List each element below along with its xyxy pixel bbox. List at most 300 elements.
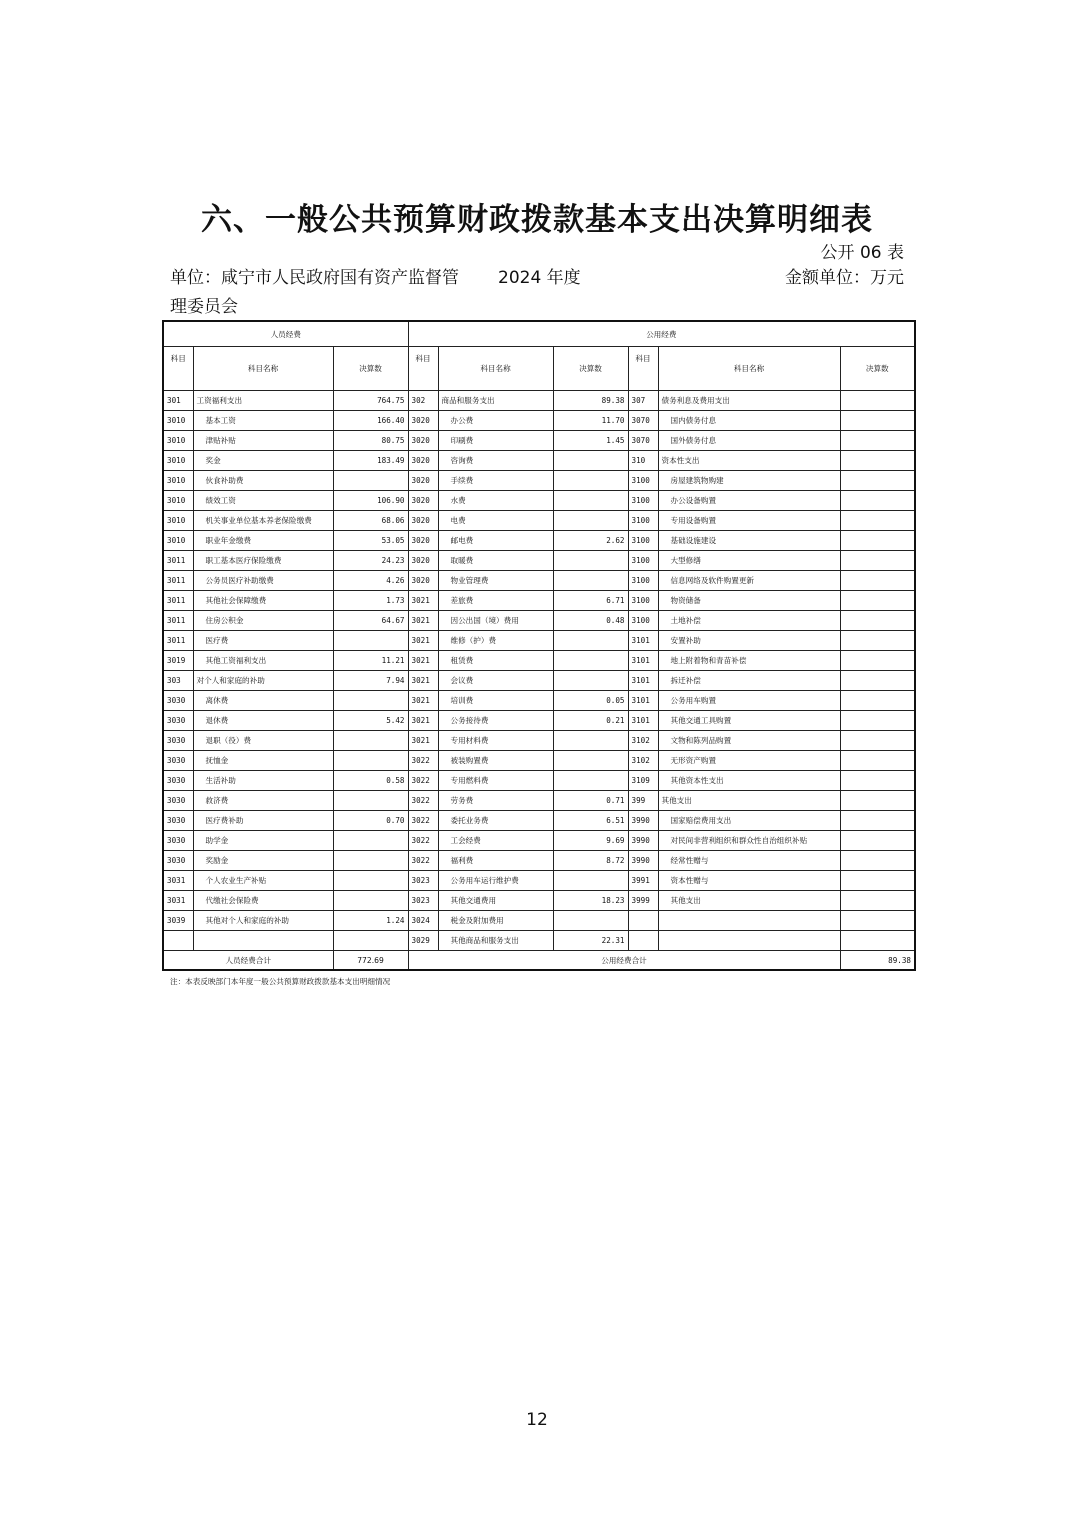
cell-name: 委托业务费	[438, 811, 553, 831]
cell-code: 3101	[628, 671, 658, 691]
cell-code: 3011	[163, 591, 193, 611]
cell-name: 机关事业单位基本养老保险缴费	[193, 511, 333, 531]
cell-code: 399	[628, 791, 658, 811]
cell-name: 退休费	[193, 711, 333, 731]
cell-name: 住房公积金	[193, 611, 333, 631]
cell-code: 3020	[408, 511, 438, 531]
cell-amount	[333, 891, 408, 911]
fiscal-year: 2024 年度	[498, 268, 581, 288]
cell-amount	[840, 591, 915, 611]
cell-name: 工资福利支出	[193, 391, 333, 411]
cell-amount	[333, 851, 408, 871]
cell-code: 3010	[163, 431, 193, 451]
cell-name: 对民间非营利组织和群众性自治组织补贴	[658, 831, 840, 851]
total-public-value: 89.38	[840, 951, 915, 971]
cell-name: 其他交通费用	[438, 891, 553, 911]
cell-amount: 9.69	[553, 831, 628, 851]
cell-amount	[840, 531, 915, 551]
cell-name: 国家赔偿费用支出	[658, 811, 840, 831]
cell-code: 3011	[163, 571, 193, 591]
cell-name: 劳务费	[438, 791, 553, 811]
cell-amount	[840, 711, 915, 731]
cell-name: 邮电费	[438, 531, 553, 551]
cell-name: 手续费	[438, 471, 553, 491]
cell-amount	[840, 751, 915, 771]
cell-amount: 11.70	[553, 411, 628, 431]
cell-code: 3010	[163, 471, 193, 491]
cell-name: 其他支出	[658, 891, 840, 911]
cell-amount	[553, 631, 628, 651]
cell-code: 3020	[408, 471, 438, 491]
cell-name: 债务利息及费用支出	[658, 391, 840, 411]
cell-code: 3102	[628, 731, 658, 751]
cell-code: 3020	[408, 451, 438, 471]
cell-code: 3023	[408, 871, 438, 891]
cell-code: 3039	[163, 911, 193, 931]
cell-name: 其他对个人和家庭的补助	[193, 911, 333, 931]
cell-code: 3011	[163, 551, 193, 571]
cell-amount: 0.71	[553, 791, 628, 811]
cell-name: 商品和服务支出	[438, 391, 553, 411]
cell-amount	[553, 731, 628, 751]
cell-name: 奖金	[193, 451, 333, 471]
cell-amount: 22.31	[553, 931, 628, 951]
cell-amount	[333, 631, 408, 651]
cell-name: 无形资产购置	[658, 751, 840, 771]
cell-name: 基本工资	[193, 411, 333, 431]
cell-amount	[840, 771, 915, 791]
cell-name: 医疗费	[193, 631, 333, 651]
cell-name: 公务员医疗补助缴费	[193, 571, 333, 591]
page-number: 12	[526, 1410, 548, 1430]
cell-amount	[840, 471, 915, 491]
cell-code: 3100	[628, 611, 658, 631]
cell-code: 3029	[408, 931, 438, 951]
cell-name: 经常性赠与	[658, 851, 840, 871]
cell-name: 文物和陈列品购置	[658, 731, 840, 751]
cell-code: 3030	[163, 751, 193, 771]
cell-name: 医疗费补助	[193, 811, 333, 831]
cell-name: 其他交通工具购置	[658, 711, 840, 731]
cell-name: 职业年金缴费	[193, 531, 333, 551]
cell-name: 生活补助	[193, 771, 333, 791]
cell-amount	[840, 551, 915, 571]
cell-code: 3999	[628, 891, 658, 911]
cell-code: 3021	[408, 611, 438, 631]
cell-name: 维修（护）费	[438, 631, 553, 651]
cell-code: 3991	[628, 871, 658, 891]
cell-amount: 0.48	[553, 611, 628, 631]
cell-code: 3022	[408, 851, 438, 871]
cell-code: 310	[628, 451, 658, 471]
cell-amount	[840, 691, 915, 711]
cell-amount: 7.94	[333, 671, 408, 691]
cell-code: 3024	[408, 911, 438, 931]
cell-amount	[553, 671, 628, 691]
cell-amount	[840, 631, 915, 651]
table-row	[163, 671, 915, 691]
cell-name: 基础设施建设	[658, 531, 840, 551]
cell-code: 3101	[628, 651, 658, 671]
cell-name: 因公出国（境）费用	[438, 611, 553, 631]
group-header-public: 公用经费	[408, 321, 915, 347]
cell-amount	[840, 491, 915, 511]
cell-amount: 8.72	[553, 851, 628, 871]
col-header-name: 科目名称	[658, 347, 840, 391]
table-row	[163, 711, 915, 731]
cell-amount: 1.45	[553, 431, 628, 451]
cell-code: 3100	[628, 531, 658, 551]
cell-code: 3030	[163, 711, 193, 731]
cell-amount: 183.49	[333, 451, 408, 471]
cell-amount	[553, 511, 628, 531]
cell-code: 3022	[408, 811, 438, 831]
cell-name: 地上附着物和青苗补偿	[658, 651, 840, 671]
unit-name: 单位：咸宁市人民政府国有资产监督管理委员会	[170, 268, 459, 317]
table-row	[163, 491, 915, 511]
cell-code: 3102	[628, 751, 658, 771]
cell-code: 3101	[628, 631, 658, 651]
cell-name: 津贴补贴	[193, 431, 333, 451]
cell-code: 3100	[628, 471, 658, 491]
cell-amount: 68.06	[333, 511, 408, 531]
cell-code: 3020	[408, 491, 438, 511]
cell-name: 专用设备购置	[658, 511, 840, 531]
cell-amount: 53.05	[333, 531, 408, 551]
cell-code: 3030	[163, 731, 193, 751]
total-public-label: 公用经费合计	[408, 951, 840, 971]
table-row	[163, 831, 915, 851]
cell-code: 3030	[163, 851, 193, 871]
table-row	[163, 631, 915, 651]
cell-code: 3021	[408, 731, 438, 751]
cell-amount: 2.62	[553, 531, 628, 551]
cell-code: 3020	[408, 571, 438, 591]
cell-name: 土地补偿	[658, 611, 840, 631]
cell-code: 3990	[628, 851, 658, 871]
cell-amount	[553, 471, 628, 491]
cell-amount	[840, 931, 915, 951]
cell-amount	[840, 511, 915, 531]
cell-name: 绩效工资	[193, 491, 333, 511]
table-row	[163, 451, 915, 471]
cell-amount	[840, 831, 915, 851]
table-row	[163, 411, 915, 431]
cell-amount: 0.05	[553, 691, 628, 711]
cell-code: 3020	[408, 431, 438, 451]
cell-amount: 24.23	[333, 551, 408, 571]
cell-name: 代缴社会保险费	[193, 891, 333, 911]
cell-code	[163, 931, 193, 951]
group-header-personnel: 人员经费	[163, 321, 408, 347]
table-row	[163, 391, 915, 411]
cell-code: 3030	[163, 791, 193, 811]
cell-name: 水费	[438, 491, 553, 511]
cell-amount	[553, 871, 628, 891]
cell-amount	[840, 791, 915, 811]
cell-amount: 18.23	[553, 891, 628, 911]
col-header-amount: 决算数	[333, 347, 408, 391]
cell-name	[193, 931, 333, 951]
cell-name: 工会经费	[438, 831, 553, 851]
cell-name: 差旅费	[438, 591, 553, 611]
cell-amount	[553, 571, 628, 591]
cell-amount	[553, 651, 628, 671]
cell-amount: 6.51	[553, 811, 628, 831]
cell-name: 培训费	[438, 691, 553, 711]
table-note: 注：本表反映部门本年度一般公共预算财政拨款基本支出明细情况	[170, 977, 391, 986]
cell-amount	[333, 691, 408, 711]
cell-code: 3109	[628, 771, 658, 791]
cell-name: 个人农业生产补贴	[193, 871, 333, 891]
table-row	[163, 911, 915, 931]
cell-code: 3010	[163, 511, 193, 531]
cell-name: 咨询费	[438, 451, 553, 471]
cell-code: 303	[163, 671, 193, 691]
table-row	[163, 431, 915, 451]
money-unit: 金额单位：万元	[785, 268, 904, 288]
table-row	[163, 771, 915, 791]
cell-name: 资本性赠与	[658, 871, 840, 891]
cell-name: 伙食补助费	[193, 471, 333, 491]
cell-code: 3011	[163, 611, 193, 631]
table-row	[163, 571, 915, 591]
cell-name: 租赁费	[438, 651, 553, 671]
table-row	[163, 791, 915, 811]
col-header-name: 科目名称	[193, 347, 333, 391]
table-row	[163, 731, 915, 751]
cell-code: 3101	[628, 711, 658, 731]
cell-amount	[840, 651, 915, 671]
cell-code: 3100	[628, 591, 658, 611]
cell-name: 电费	[438, 511, 553, 531]
total-personnel-label: 人员经费合计	[163, 951, 333, 971]
cell-code: 3070	[628, 431, 658, 451]
col-header-name: 科目名称	[438, 347, 553, 391]
cell-name: 专用材料费	[438, 731, 553, 751]
cell-code: 3021	[408, 651, 438, 671]
table-row	[163, 871, 915, 891]
cell-name: 其他工资福利支出	[193, 651, 333, 671]
cell-name: 其他商品和服务支出	[438, 931, 553, 951]
cell-code: 307	[628, 391, 658, 411]
table-row	[163, 811, 915, 831]
cell-code: 3100	[628, 511, 658, 531]
cell-name: 拆迁补偿	[658, 671, 840, 691]
cell-code: 3021	[408, 631, 438, 651]
cell-code: 3030	[163, 771, 193, 791]
cell-code: 3020	[408, 531, 438, 551]
cell-amount	[840, 611, 915, 631]
cell-amount: 0.21	[553, 711, 628, 731]
cell-amount: 64.67	[333, 611, 408, 631]
cell-name: 会议费	[438, 671, 553, 691]
cell-name: 救济费	[193, 791, 333, 811]
cell-amount: 11.21	[333, 651, 408, 671]
cell-amount	[553, 911, 628, 931]
cell-amount: 6.71	[553, 591, 628, 611]
cell-amount	[840, 411, 915, 431]
cell-code: 3021	[408, 671, 438, 691]
cell-name: 职工基本医疗保险缴费	[193, 551, 333, 571]
cell-code: 301	[163, 391, 193, 411]
col-header-code: 科目	[628, 347, 658, 391]
cell-code: 3022	[408, 771, 438, 791]
cell-name: 助学金	[193, 831, 333, 851]
cell-name: 办公费	[438, 411, 553, 431]
cell-amount: 106.90	[333, 491, 408, 511]
col-header-code: 科目	[408, 347, 438, 391]
table-row	[163, 931, 915, 951]
cell-amount	[333, 471, 408, 491]
cell-name	[658, 931, 840, 951]
cell-name: 公务用车购置	[658, 691, 840, 711]
cell-amount	[840, 391, 915, 411]
cell-amount	[840, 811, 915, 831]
form-number: 公开 06 表	[820, 243, 904, 263]
cell-code: 3031	[163, 871, 193, 891]
cell-amount	[840, 871, 915, 891]
cell-name: 信息网络及软件购置更新	[658, 571, 840, 591]
cell-amount: 764.75	[333, 391, 408, 411]
cell-amount	[553, 551, 628, 571]
cell-amount: 0.70	[333, 811, 408, 831]
cell-amount: 0.58	[333, 771, 408, 791]
table-row	[163, 891, 915, 911]
cell-name: 其他支出	[658, 791, 840, 811]
cell-amount: 5.42	[333, 711, 408, 731]
cell-name: 奖励金	[193, 851, 333, 871]
cell-code: 3021	[408, 711, 438, 731]
cell-name: 办公设备购置	[658, 491, 840, 511]
cell-name: 取暖费	[438, 551, 553, 571]
table-row	[163, 651, 915, 671]
cell-name: 被装购置费	[438, 751, 553, 771]
cell-name: 退职（役）费	[193, 731, 333, 751]
cell-code: 3031	[163, 891, 193, 911]
cell-code: 3021	[408, 691, 438, 711]
cell-code: 3020	[408, 551, 438, 571]
cell-name: 对个人和家庭的补助	[193, 671, 333, 691]
cell-name: 专用燃料费	[438, 771, 553, 791]
cell-name: 福利费	[438, 851, 553, 871]
cell-code: 3022	[408, 791, 438, 811]
cell-amount	[333, 931, 408, 951]
cell-amount	[553, 751, 628, 771]
cell-name: 公务接待费	[438, 711, 553, 731]
cell-name: 离休费	[193, 691, 333, 711]
cell-amount	[840, 731, 915, 751]
cell-amount	[333, 831, 408, 851]
cell-amount	[840, 891, 915, 911]
cell-name: 其他社会保障缴费	[193, 591, 333, 611]
cell-code: 3030	[163, 831, 193, 851]
cell-name: 资本性支出	[658, 451, 840, 471]
cell-name: 国外债务付息	[658, 431, 840, 451]
table-row	[163, 851, 915, 871]
table-row	[163, 751, 915, 771]
cell-name: 大型修缮	[658, 551, 840, 571]
table-row	[163, 591, 915, 611]
cell-code: 3023	[408, 891, 438, 911]
cell-code: 3010	[163, 491, 193, 511]
cell-code: 3010	[163, 531, 193, 551]
cell-amount	[840, 911, 915, 931]
cell-name: 其他资本性支出	[658, 771, 840, 791]
cell-code: 3022	[408, 751, 438, 771]
cell-code: 3100	[628, 491, 658, 511]
cell-code: 3010	[163, 451, 193, 471]
cell-code: 3011	[163, 631, 193, 651]
cell-code: 3019	[163, 651, 193, 671]
table-row	[163, 471, 915, 491]
cell-name: 房屋建筑物购建	[658, 471, 840, 491]
cell-amount	[333, 871, 408, 891]
cell-code: 3030	[163, 811, 193, 831]
cell-amount: 166.40	[333, 411, 408, 431]
cell-amount: 80.75	[333, 431, 408, 451]
table-row	[163, 691, 915, 711]
cell-amount	[553, 451, 628, 471]
cell-name: 物资储备	[658, 591, 840, 611]
page-title: 六、一般公共预算财政拨款基本支出决算明细表	[201, 202, 873, 238]
table-row	[163, 551, 915, 571]
cell-code: 302	[408, 391, 438, 411]
cell-amount	[840, 431, 915, 451]
col-header-amount: 决算数	[553, 347, 628, 391]
expenditure-table	[162, 320, 916, 971]
total-personnel-value: 772.69	[333, 951, 408, 971]
cell-amount	[553, 771, 628, 791]
cell-amount	[333, 751, 408, 771]
cell-amount: 89.38	[553, 391, 628, 411]
cell-amount	[333, 791, 408, 811]
cell-name: 安置补助	[658, 631, 840, 651]
cell-code: 3100	[628, 571, 658, 591]
cell-name: 税金及附加费用	[438, 911, 553, 931]
cell-amount	[553, 491, 628, 511]
cell-code	[628, 931, 658, 951]
cell-amount	[333, 731, 408, 751]
cell-amount	[840, 851, 915, 871]
cell-name: 抚恤金	[193, 751, 333, 771]
cell-code: 3101	[628, 691, 658, 711]
table-row	[163, 511, 915, 531]
cell-amount: 1.73	[333, 591, 408, 611]
cell-amount	[840, 451, 915, 471]
cell-code: 3010	[163, 411, 193, 431]
cell-amount	[840, 671, 915, 691]
cell-code: 3100	[628, 551, 658, 571]
col-header-code: 科目	[163, 347, 193, 391]
cell-code: 3021	[408, 591, 438, 611]
table-row	[163, 531, 915, 551]
col-header-amount: 决算数	[840, 347, 915, 391]
cell-name: 国内债务付息	[658, 411, 840, 431]
cell-name: 印刷费	[438, 431, 553, 451]
cell-code	[628, 911, 658, 931]
cell-amount: 4.26	[333, 571, 408, 591]
cell-name	[658, 911, 840, 931]
cell-name: 物业管理费	[438, 571, 553, 591]
cell-code: 3020	[408, 411, 438, 431]
cell-amount: 1.24	[333, 911, 408, 931]
cell-code: 3022	[408, 831, 438, 851]
cell-code: 3990	[628, 831, 658, 851]
cell-code: 3070	[628, 411, 658, 431]
cell-name: 公务用车运行维护费	[438, 871, 553, 891]
cell-code: 3990	[628, 811, 658, 831]
